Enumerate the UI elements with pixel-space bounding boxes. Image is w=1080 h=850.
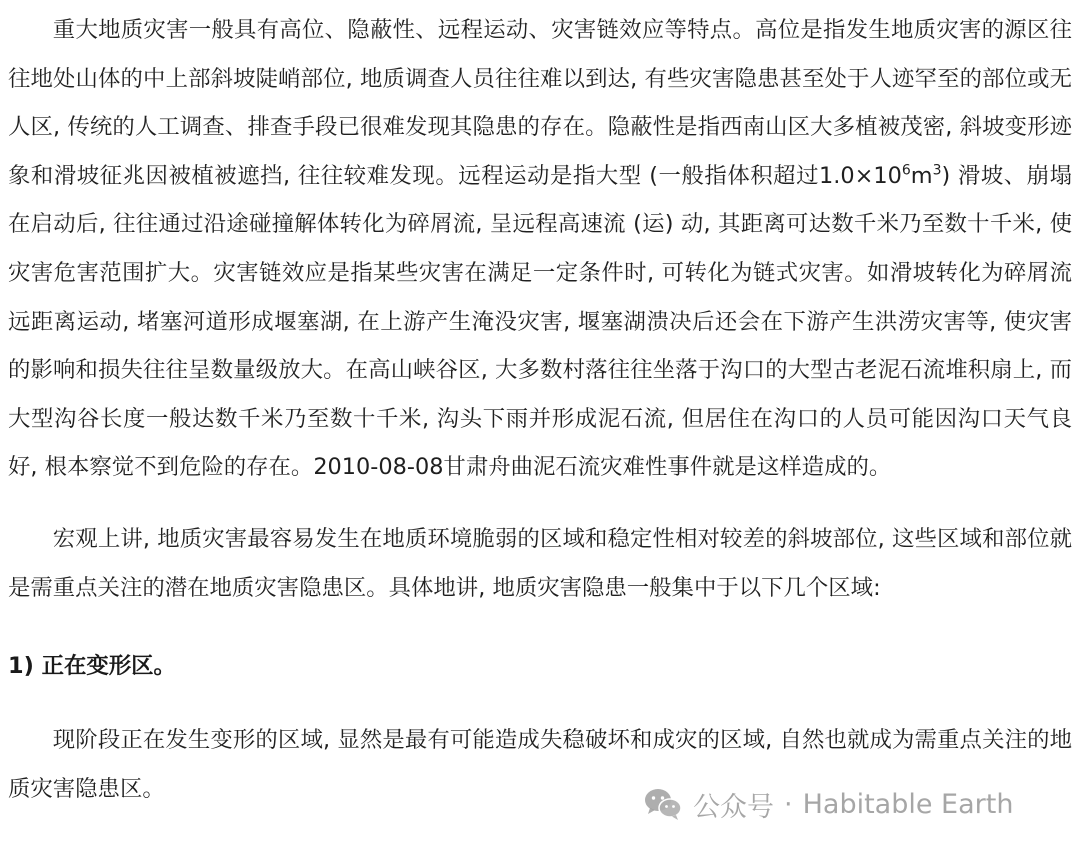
- unit-m: m: [910, 162, 933, 189]
- paragraph-text-part2: ) 滑坡、崩塌在启动后, 往往通过沿途碰撞解体转化为碎屑流, 呈远程高速流 (运) 动, 其距离可达数千米乃至数十千米, 使灾害危害范围扩大。灾害链效应是指某些灾害在满足一定条件时, 可转化为链式灾害。如滑坡转化为碎屑流远距离运动, 堵塞河道形成堰塞湖, 在上游产生淹没灾害, 堰塞湖溃决后还会在下游产生洪涝灾害等, 使灾害的影响和损失往往呈数量级放大。在高山峡谷区, 大多数村落往往坐落于沟口的大型古老泥石流堆积扇上, 而大型沟谷长度一般达数千米乃至数十千米, 沟头下雨并形成泥石流, 但居住在沟口的人员可能因沟口天气良好, 根本察觉不到危险的存在。2010-08-08甘肃舟曲泥石流灾难性事件就是这样造成的。: [8, 162, 1072, 481]
- paragraph-deforming-zone: 现阶段正在发生变形的区域, 显然是最有可能造成失稳破坏和成灾的区域, 自然也就成为需重点关注的地质灾害隐患区。: [8, 727, 1072, 802]
- watermark: [643, 784, 1013, 824]
- article-body: [8, 0, 1072, 813]
- watermark-label: 公众号: [693, 791, 774, 823]
- watermark-account: Habitable Earth: [802, 788, 1014, 820]
- exponent-6: 6: [901, 162, 911, 179]
- paragraph-text-part1: 重大地质灾害一般具有高位、隐蔽性、远程运动、灾害链效应等特点。高位是指发生地质灾害的源区往往地处山体的中上部斜坡陡峭部位, 地质调查人员往往难以到达, 有些灾害隐患甚至处于人迹罕至的部位或无人区, 传统的人工调查、排查手段已很难发现其隐患的存在。隐蔽性是指西南山区大多植被茂密, 斜坡变形迹象和滑坡征兆因被植被遮挡, 往往较难发现。远程运动是指大型 (一般指体积超过1.0×10: [8, 17, 1072, 189]
- exponent-3: 3: [932, 162, 942, 179]
- wechat-icon: [643, 787, 683, 821]
- section-heading-deforming-zone: 1) 正在变形区。: [8, 653, 176, 680]
- paragraph-geohazard-features: [8, 6, 1072, 492]
- watermark-separator: ·: [784, 788, 793, 820]
- paragraph-hazard-zones-intro: 宏观上讲, 地质灾害最容易发生在地质环境脆弱的区域和稳定性相对较差的斜坡部位, 这些区域和部位就是需重点关注的潜在地质灾害隐患区。具体地讲, 地质灾害隐患一般集中于以下几个区域:: [8, 525, 1072, 601]
